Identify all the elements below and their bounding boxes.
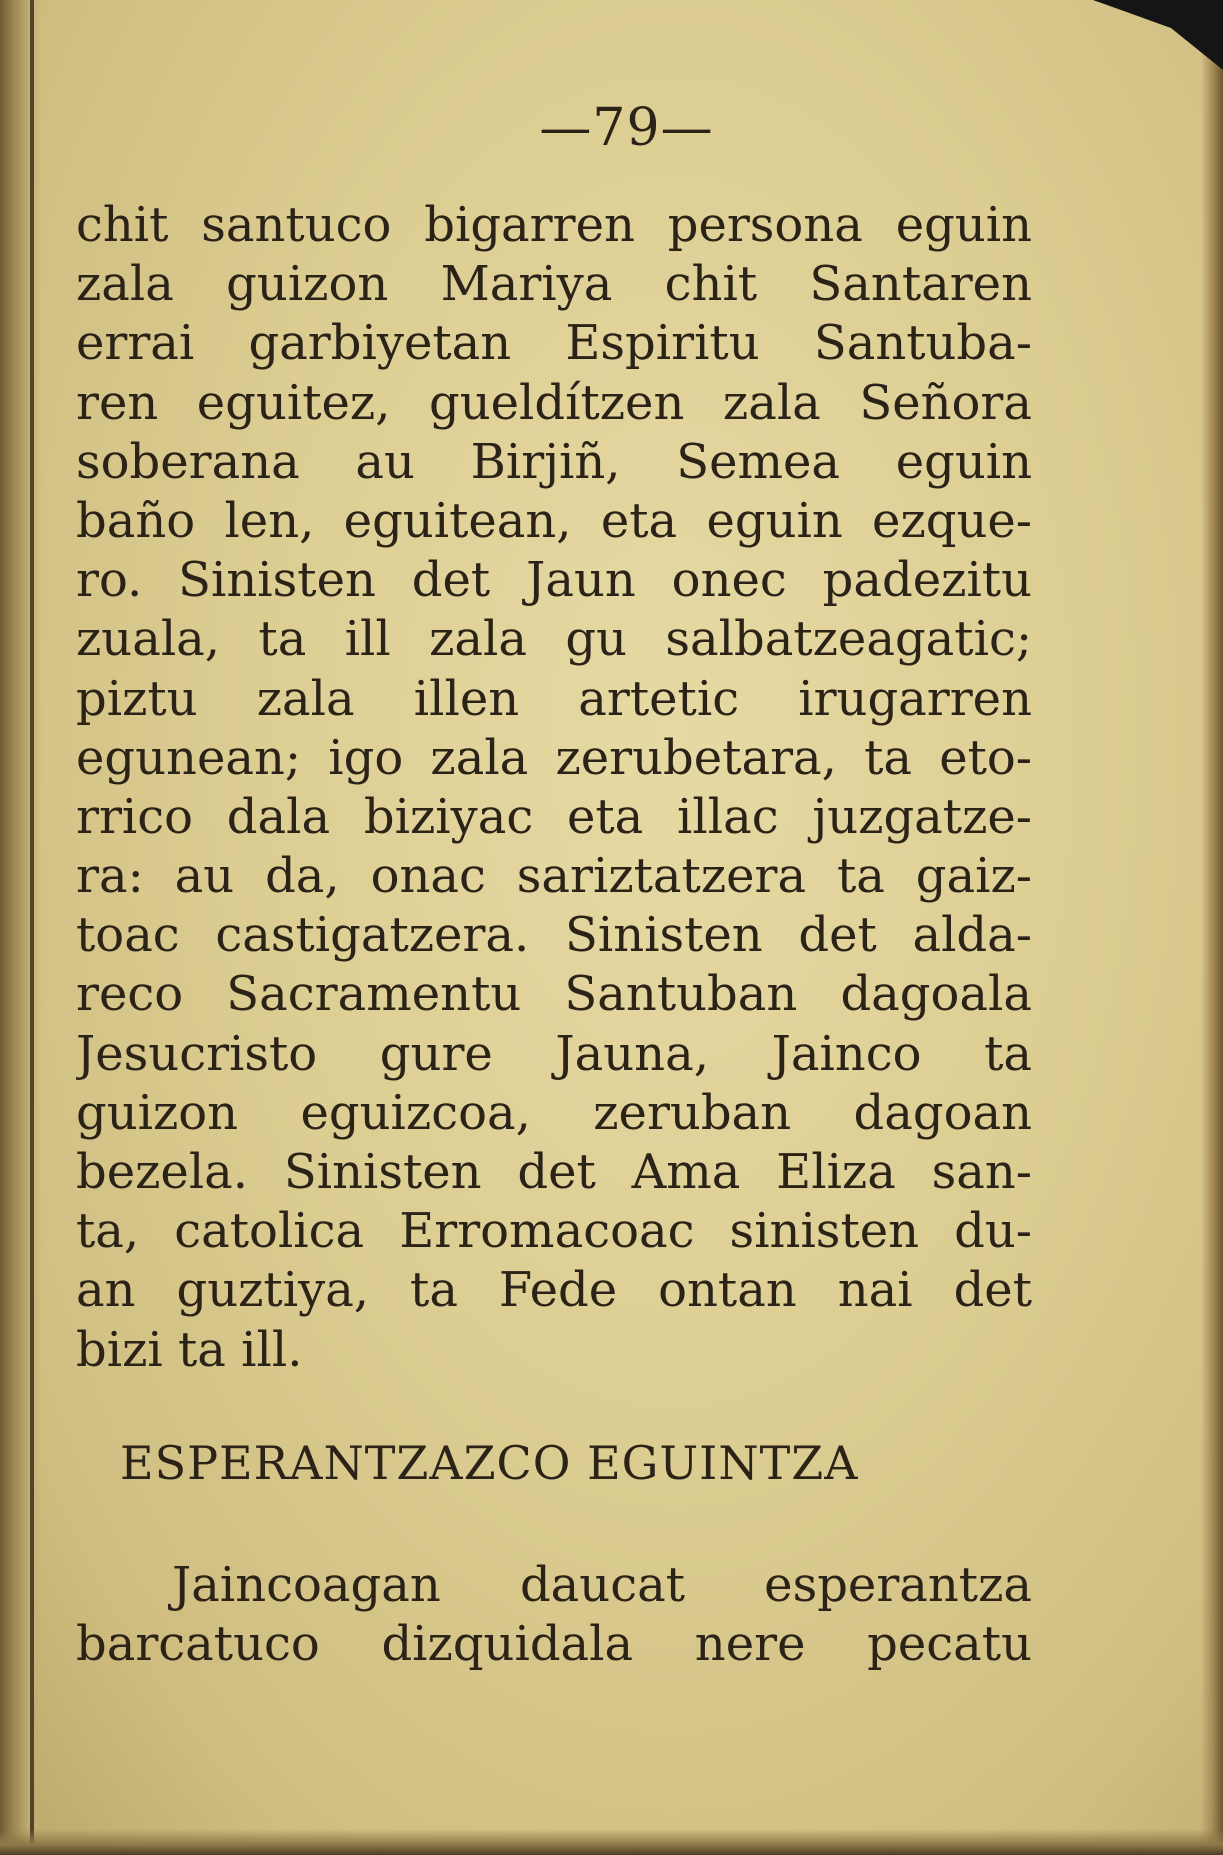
text-line: bezela. Sinisten det Ama Eliza san- <box>76 1144 1032 1200</box>
paragraph-1 <box>76 196 1032 1380</box>
page-number: —79— <box>539 98 714 158</box>
text-line: soberana au Birjiñ, Semea eguin <box>76 433 1032 490</box>
binding-gutter <box>0 0 42 1855</box>
page-right-edge <box>1201 0 1223 1855</box>
text-line: zuala, ta ill zala gu salbatzeagatic; <box>76 611 1032 668</box>
text-line: zala guizon Mariya chit Santaren <box>76 256 1032 313</box>
text-line: ra: au da, onac sariztatzera ta gaiz- <box>76 848 1032 905</box>
text-line: chit santuco bigarren persona eguin <box>76 197 1032 253</box>
text-line: piztu zala illen artetic irugarren <box>76 670 1032 727</box>
text-line: Jesucristo gure Jauna, Jainco ta <box>76 1025 1032 1082</box>
text-line: barcatuco dizquidala nere pecatu <box>76 1616 1032 1673</box>
text-line: errai garbiyetan Espiritu Santuba- <box>76 315 1032 372</box>
text-line: an guztiya, ta Fede ontan nai det <box>76 1262 1032 1319</box>
text-line: baño len, eguitean, eta eguin ezque- <box>76 492 1032 549</box>
section-heading: ESPERANTZAZCO EGUINTZA <box>120 1436 859 1490</box>
page-bottom-edge <box>0 1829 1223 1855</box>
text-line: bizi ta ill. <box>76 1321 303 1378</box>
text-line: toac castigatzera. Sinisten det alda- <box>76 907 1032 964</box>
text-line: egunean; igo zala zerubetara, ta eto- <box>76 729 1032 786</box>
text-line: Jaincoagan daucat esperantza <box>172 1557 1032 1613</box>
text-line: ta, catolica Erromacoac sinisten du- <box>76 1203 1032 1260</box>
text-line: reco Sacramentu Santuban dagoala <box>76 966 1032 1023</box>
text-line: ren eguitez, gueldítzen zala Señora <box>76 374 1032 431</box>
binding-edge-line <box>30 0 34 1855</box>
text-line: guizon eguizcoa, zeruban dagoan <box>76 1084 1032 1141</box>
text-line: rrico dala biziyac eta illac juzgatze- <box>76 788 1032 845</box>
paragraph-2 <box>76 1556 1032 1674</box>
text-line: ro. Sinisten det Jaun onec padezitu <box>76 552 1032 609</box>
